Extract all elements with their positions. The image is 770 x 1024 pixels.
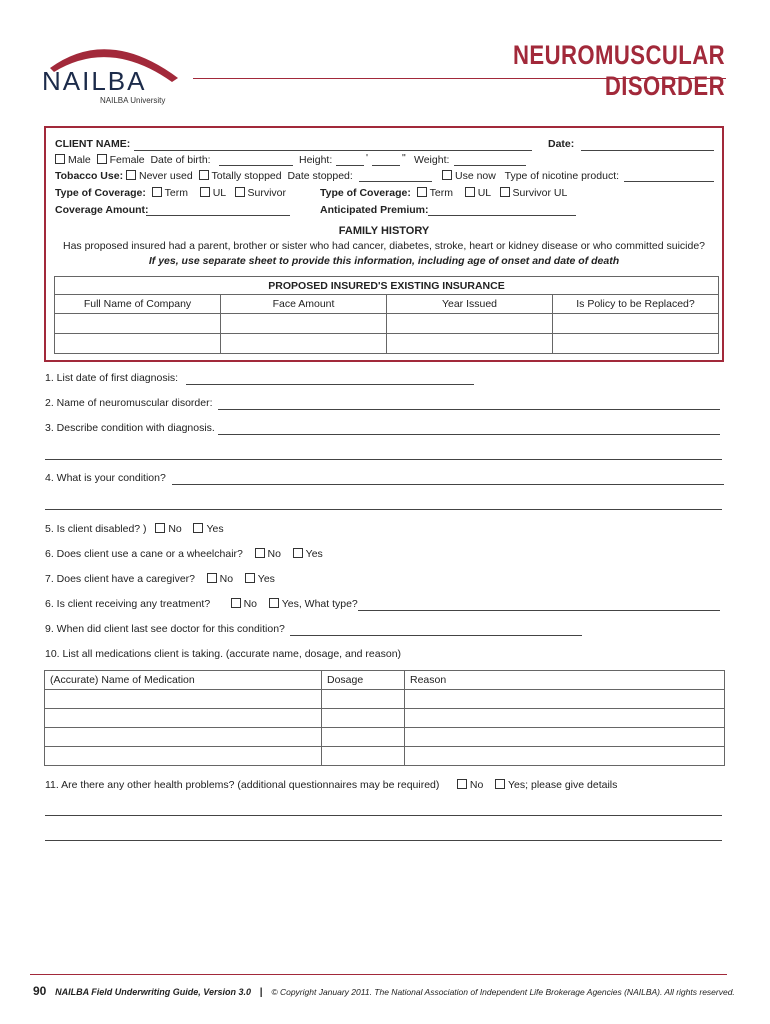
date-stopped-label: Date stopped: xyxy=(287,170,353,182)
q6-no-checkbox[interactable] xyxy=(255,548,265,558)
tobacco-label: Tobacco Use: xyxy=(55,170,124,182)
insurance-heading: PROPOSED INSURED'S EXISTING INSURANCE xyxy=(55,277,719,295)
survivor-ul-checkbox[interactable] xyxy=(500,187,510,197)
q11-field-line-1[interactable] xyxy=(45,815,722,816)
height-feet-field[interactable] xyxy=(336,165,364,166)
table-cell[interactable] xyxy=(553,334,719,354)
q7-no-label: No xyxy=(219,573,234,585)
table-cell[interactable] xyxy=(221,334,387,354)
anticipated-premium-field[interactable] xyxy=(428,215,576,216)
q8-label: 6. Is client receiving any treatment? xyxy=(45,598,211,610)
existing-insurance-table xyxy=(54,276,719,354)
q7-yes-label: Yes xyxy=(257,573,275,585)
nicotine-field[interactable] xyxy=(624,181,714,182)
client-name-label: CLIENT NAME: xyxy=(55,138,131,150)
col-company: Full Name of Company xyxy=(55,295,221,314)
tobacco-row xyxy=(55,170,353,182)
q3-label: 3. Describe condition with diagnosis. xyxy=(45,422,215,434)
use-now-label: Use now xyxy=(455,170,496,182)
term-label-1: Term xyxy=(164,187,189,199)
female-checkbox[interactable] xyxy=(97,154,107,164)
client-name-field[interactable] xyxy=(134,150,532,151)
coverage-type-label-2: Type of Coverage: xyxy=(320,187,411,199)
col-medication-name: (Accurate) Name of Medication xyxy=(45,671,322,690)
q5-no-label: No xyxy=(168,523,182,535)
medications-header-row xyxy=(45,671,725,690)
col-year-issued: Year Issued xyxy=(387,295,553,314)
q4-field-line-2[interactable] xyxy=(45,509,722,510)
q10-label: 10. List all medications client is taking. (accurate name, dosage, and reason) xyxy=(45,648,402,660)
q7-yes-checkbox[interactable] xyxy=(245,573,255,583)
q8-field[interactable] xyxy=(358,610,720,611)
page-title: NEUROMUSCULAR DISORDER xyxy=(513,40,725,101)
table-cell[interactable] xyxy=(322,728,405,747)
coverage-type-label-1: Type of Coverage: xyxy=(55,187,146,199)
q11-yes-label: Yes; please give details xyxy=(508,779,618,791)
never-used-checkbox[interactable] xyxy=(126,170,136,180)
survivor-checkbox-1[interactable] xyxy=(235,187,245,197)
coverage-row-2 xyxy=(320,187,567,199)
survivor-label-1: Survivor xyxy=(247,187,287,199)
table-cell[interactable] xyxy=(221,314,387,334)
survivor-ul-label: Survivor UL xyxy=(512,187,568,199)
height-label: Height: xyxy=(299,154,333,166)
q7-row xyxy=(45,573,275,585)
q3-field[interactable] xyxy=(218,434,720,435)
footer-separator: | xyxy=(259,987,263,998)
table-row xyxy=(55,314,719,334)
family-history-heading: FAMILY HISTORY xyxy=(338,225,430,237)
q1-field[interactable] xyxy=(186,384,474,385)
q8-no-label: No xyxy=(243,598,258,610)
table-cell[interactable] xyxy=(387,314,553,334)
table-cell[interactable] xyxy=(322,709,405,728)
coverage-amount-label: Coverage Amount: xyxy=(55,204,149,216)
q8-no-checkbox[interactable] xyxy=(231,598,241,608)
ul-checkbox-1[interactable] xyxy=(200,187,210,197)
female-label: Female xyxy=(109,154,145,166)
ul-label-1: UL xyxy=(212,187,226,199)
inch-mark: " xyxy=(402,152,406,164)
q7-no-checkbox[interactable] xyxy=(207,573,217,583)
table-row xyxy=(45,728,725,747)
q5-no-checkbox[interactable] xyxy=(155,523,165,533)
logo-subtext: NAILBA University xyxy=(100,96,166,105)
q2-field[interactable] xyxy=(218,409,720,410)
col-replaced: Is Policy to be Replaced? xyxy=(553,295,719,314)
use-now-checkbox[interactable] xyxy=(442,170,452,180)
insurance-header-row xyxy=(55,295,719,314)
term-checkbox-1[interactable] xyxy=(152,187,162,197)
q11-field-line-2[interactable] xyxy=(45,840,722,841)
table-cell[interactable] xyxy=(553,314,719,334)
totally-stopped-label: Totally stopped xyxy=(211,170,282,182)
col-dosage: Dosage xyxy=(322,671,405,690)
q5-row xyxy=(45,523,224,535)
footer xyxy=(33,984,735,998)
male-checkbox[interactable] xyxy=(55,154,65,164)
q5-label: 5. Is client disabled? ) xyxy=(45,523,147,535)
table-cell[interactable] xyxy=(405,690,725,709)
term-checkbox-2[interactable] xyxy=(417,187,427,197)
q11-yes-checkbox[interactable] xyxy=(495,779,505,789)
anticipated-premium-label: Anticipated Premium: xyxy=(320,204,429,216)
q4-field[interactable] xyxy=(172,484,724,485)
q3-field-line-2[interactable] xyxy=(45,459,722,460)
table-cell[interactable] xyxy=(387,334,553,354)
table-cell[interactable] xyxy=(405,747,725,766)
medications-table xyxy=(44,670,725,766)
table-cell[interactable] xyxy=(45,690,322,709)
q6-yes-label: Yes xyxy=(305,548,323,560)
table-cell[interactable] xyxy=(45,709,322,728)
gender-row xyxy=(55,154,211,166)
table-cell[interactable] xyxy=(405,709,725,728)
coverage-amount-field[interactable] xyxy=(146,215,290,216)
feet-mark: ' xyxy=(366,152,369,164)
q9-field[interactable] xyxy=(290,635,582,636)
coverage-row-1 xyxy=(55,187,286,199)
q11-row xyxy=(45,779,617,791)
q6-yes-checkbox[interactable] xyxy=(293,548,303,558)
footer-rule xyxy=(30,974,727,975)
date-stopped-field[interactable] xyxy=(359,181,432,182)
footer-guide: NAILBA Field Underwriting Guide, Version 3.0 xyxy=(55,987,251,997)
ul-checkbox-2[interactable] xyxy=(465,187,475,197)
q11-no-label: No xyxy=(469,779,484,791)
table-cell[interactable] xyxy=(322,747,405,766)
date-field[interactable] xyxy=(581,150,714,151)
table-cell[interactable] xyxy=(55,314,221,334)
dob-label: Date of birth: xyxy=(150,154,211,166)
totally-stopped-checkbox[interactable] xyxy=(199,170,209,180)
table-cell[interactable] xyxy=(322,690,405,709)
q8-yes-checkbox[interactable] xyxy=(269,598,279,608)
table-row xyxy=(45,709,725,728)
male-label: Male xyxy=(68,154,91,166)
nailba-logo xyxy=(38,38,188,108)
height-inch-field[interactable] xyxy=(372,165,400,166)
q5-yes-label: Yes xyxy=(206,523,224,535)
logo-text: NAILBA xyxy=(42,66,147,96)
q7-label: 7. Does client have a caregiver? xyxy=(45,573,195,585)
date-label: Date: xyxy=(548,138,575,150)
client-info-box xyxy=(44,126,724,362)
q6-row xyxy=(45,548,323,560)
q11-no-checkbox[interactable] xyxy=(457,779,467,789)
col-reason: Reason xyxy=(405,671,725,690)
q4-label: 4. What is your condition? xyxy=(45,472,166,484)
page-number: 90 xyxy=(33,984,47,998)
col-face-amount: Face Amount xyxy=(221,295,387,314)
table-cell[interactable] xyxy=(45,728,322,747)
q11-label: 11. Are there any other health problems? (additional questionnaires may be required) xyxy=(45,779,440,791)
family-history-note: If yes, use separate sheet to provide this information, including age of onset and date of death xyxy=(148,255,620,267)
q8-yes-label: Yes, What type? xyxy=(281,598,358,610)
table-row xyxy=(45,747,725,766)
q1-label: 1. List date of first diagnosis: xyxy=(45,372,179,384)
table-cell[interactable] xyxy=(405,728,725,747)
q5-yes-checkbox[interactable] xyxy=(193,523,203,533)
footer-copyright: © Copyright January 2011. The National Association of Independent Life Brokerage Agencies (NAILBA). All rights reserved. xyxy=(271,987,735,997)
q6-no-label: No xyxy=(267,548,281,560)
table-cell[interactable] xyxy=(55,334,221,354)
q8-row xyxy=(45,598,358,610)
q9-label: 9. When did client last see doctor for this condition? xyxy=(45,623,285,635)
ul-label-2: UL xyxy=(477,187,491,199)
q6-label: 6. Does client use a cane or a wheelchair? xyxy=(45,548,243,560)
never-used-label: Never used xyxy=(139,170,193,182)
family-history-question: Has proposed insured had a parent, brother or sister who had cancer, diabetes, stroke, heart or kidney disease or who committed suicide? xyxy=(62,240,706,252)
weight-label: Weight: xyxy=(414,154,450,166)
table-cell[interactable] xyxy=(45,747,322,766)
table-row xyxy=(55,334,719,354)
q2-label: 2. Name of neuromuscular disorder: xyxy=(45,397,213,409)
nicotine-label: Type of nicotine product: xyxy=(504,170,620,182)
table-row xyxy=(45,690,725,709)
term-label-2: Term xyxy=(429,187,454,199)
use-now-row xyxy=(442,170,619,182)
dob-field[interactable] xyxy=(219,165,293,166)
weight-field[interactable] xyxy=(454,165,526,166)
